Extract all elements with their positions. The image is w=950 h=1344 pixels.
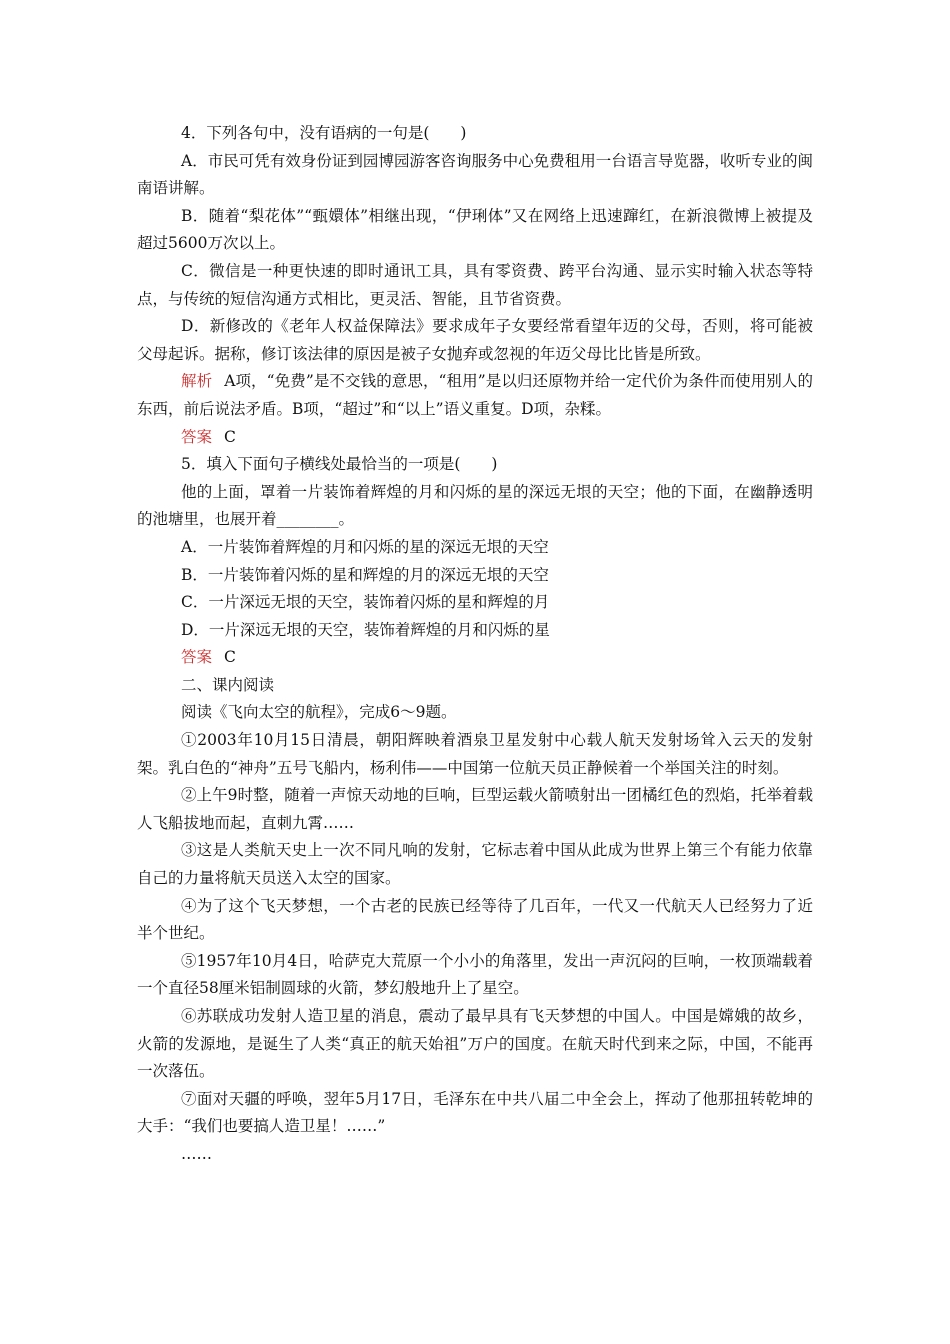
analysis-text: A项，“免费”是不交钱的意思，“租用”是以归还原物并给一定代价为条件而使用别人的东西，前后说法矛盾。B项，“超过”和“以上”语义重复。D项，杂糅。 [137,372,813,418]
reading-paragraph-1: ①2003年10月15日清晨，朝阳辉映着酒泉卫星发射中心载人航天发射场耸入云天的发射架。乳白色的“神舟”五号飞船内，杨利伟——中国第一位航天员正静候着一个举国关注的时刻。 [137,731,813,777]
question-4-stem: 4．下列各句中，没有语病的一句是( ) [181,124,467,142]
reading-paragraph-3: ③这是人类航天史上一次不同凡响的发射，它标志着中国从此成为世界上第三个有能力依靠自己的力量将航天员送入太空的国家。 [137,841,813,888]
reading-paragraph-6: ⑥苏联成功发射人造卫星的消息，震动了最早具有飞天梦想的中国人。中国是嫦娥的故乡，火箭的发源地，是诞生了人类“真正的航天始祖”万户的国度。在航天时代到来之际，中国，不能再一次落伍。 [137,1007,813,1081]
question-5-passage: 他的上面，罩着一片装饰着辉煌的月和闪烁的星的深远无垠的天空；他的下面，在幽静透明的池塘里，也展开着________。 [137,482,813,529]
question-5-option-b: B．一片装饰着闪烁的星和辉煌的月的深远无垠的天空 [181,565,549,584]
question-5-option-c: C．一片深远无垠的天空，装饰着闪烁的星和辉煌的月 [181,593,550,612]
section-heading: 二、课内阅读 [181,675,275,694]
question-5-stem: 5．填入下面句子横线处最恰当的一项是( ) [181,455,498,474]
question-4-option-a: A．市民可凭有效身份证到园博园游客咨询服务中心免费租用一台语言导览器，收听专业的闽南语讲解。 [137,151,813,198]
question-4-answer [137,424,813,452]
question-4-option-c: C．微信是一种更快速的即时通讯工具，具有零资费、跨平台沟通、显示实时输入状态等特点，与传统的短信沟通方式相比，更灵活、智能，且节省资费。 [137,261,813,308]
answer-value: C [224,648,236,667]
question-5-option-a: A．一片装饰着辉煌的月和闪烁的星的深远无垠的天空 [181,537,549,556]
section-instruction: 阅读《飞向太空的航程》，完成6～9题。 [181,703,457,722]
question-5-option-d: D．一片深远无垠的天空，装饰着辉煌的月和闪烁的星 [181,620,550,639]
reading-ellipsis: …… [181,1144,212,1163]
answer-label: 答案 [181,648,213,667]
question-5-answer [137,644,813,672]
reading-paragraph-5: ⑤1957年10月4日，哈萨克大荒原一个小小的角落里，发出一声沉闷的巨响，一枚顶端载着一个直径58厘米铝制圆球的火箭，梦幻般地升上了星空。 [137,951,813,998]
analysis-label: 解析 [181,372,213,391]
reading-paragraph-4: ④为了这个飞天梦想，一个古老的民族已经等待了几百年，一代又一代航天人已经努力了近半个世纪。 [137,896,813,943]
question-4-option-b: B．随着“梨花体”“甄嬛体”相继出现，“伊琍体”又在网络上迅速蹿红，在新浪微博上被提及超过5600万次以上。 [137,206,813,253]
reading-paragraph-7: ⑦面对天疆的呼唤，翌年5月17日，毛泽东在中共八届二中全会上，挥动了他那扭转乾坤的大手：“我们也要搞人造卫星！……” [137,1089,813,1136]
reading-paragraph-2: ②上午9时整，随着一声惊天动地的巨响，巨型运载火箭喷射出一团橘红色的烈焰，托举着载人飞船拔地而起，直刺九霄…… [137,786,813,832]
answer-label: 答案 [181,427,213,446]
answer-value: C [224,427,236,446]
question-4-option-d: D．新修改的《老年人权益保障法》要求成年子女要经常看望年迈的父母，否则，将可能被父母起诉。据称，修订该法律的原因是被子女抛弃或忽视的年迈父母比比皆是所致。 [137,317,813,363]
question-4-analysis [137,368,813,423]
document-body [137,120,813,1169]
